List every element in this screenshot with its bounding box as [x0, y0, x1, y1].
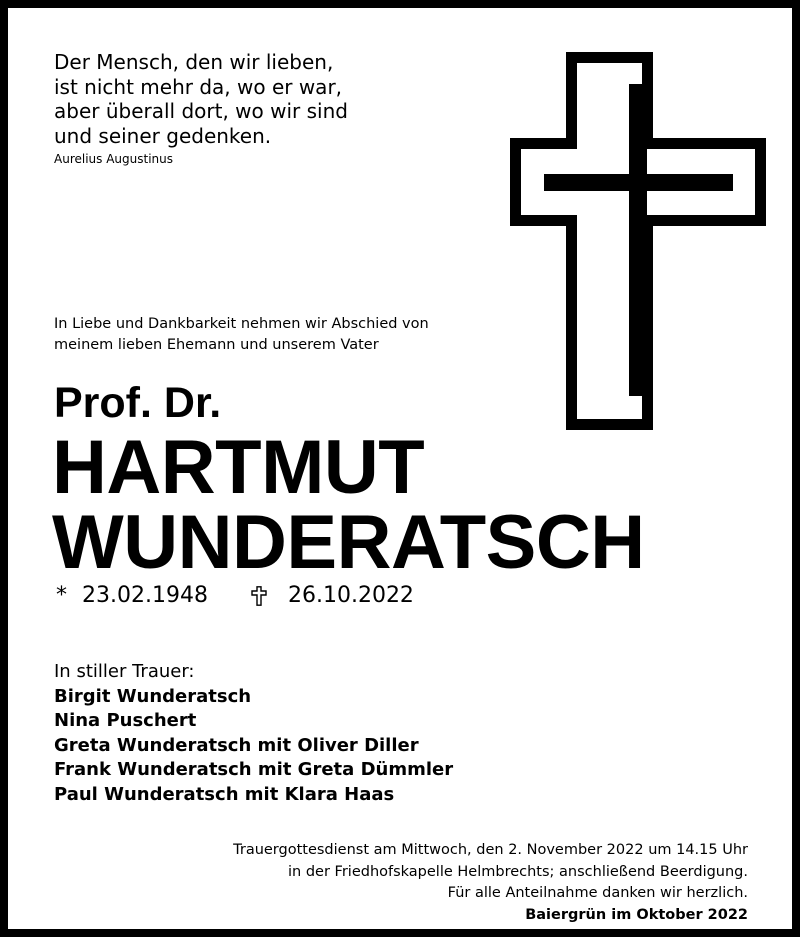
- mourner-name: Birgit Wunderatsch: [54, 685, 252, 707]
- quote-line: ist nicht mehr da, wo er war,: [54, 74, 343, 99]
- quote-line: aber überall dort, wo wir sind: [54, 99, 348, 123]
- mourner-name: Greta Wunderatsch mit Oliver Diller: [54, 734, 419, 756]
- death-date: 26.10.2022: [287, 583, 414, 608]
- intro-line: In Liebe und Dankbarkeit nehmen wir Abschied von: [54, 316, 429, 332]
- mourner-name: Frank Wunderatsch mit Greta Dümmler: [54, 759, 454, 780]
- service-line: Für alle Anteilnahme danken wir herzlich.: [447, 885, 748, 901]
- mourner-name: Nina Puschert: [54, 710, 197, 731]
- life-dates: [56, 582, 414, 610]
- quote-line: Der Mensch, den wir lieben,: [54, 50, 334, 74]
- service-line: Trauergottesdienst am Mittwoch, den 2. November 2022 um 14.15 Uhr: [233, 842, 748, 858]
- mourner-name: Paul Wunderatsch mit Klara Haas: [54, 783, 395, 805]
- birth-date: 23.02.1948: [82, 583, 208, 608]
- first-name: HARTMUT: [52, 425, 425, 510]
- service-line: in der Friedhofskapelle Helmbrechts; anschließend Beerdigung.: [288, 863, 748, 880]
- cross-icon: [510, 52, 766, 430]
- birth-symbol: *: [56, 583, 67, 608]
- memorial-quote: [54, 50, 348, 148]
- quote-line: und seiner gedenken.: [54, 123, 272, 148]
- mourners-list: [54, 660, 453, 807]
- mourners-heading: In stiller Trauer:: [54, 661, 195, 682]
- death-cross-icon: [251, 586, 267, 606]
- farewell-intro: [54, 314, 429, 356]
- place-date-signature: Baiergrün im Oktober 2022: [525, 906, 748, 923]
- academic-title: Prof. Dr.: [54, 379, 222, 427]
- quote-author: Aurelius Augustinus: [54, 152, 173, 166]
- last-name: WUNDERATSCH: [52, 500, 645, 585]
- funeral-service-info: [233, 840, 748, 926]
- intro-line: meinem lieben Ehemann und unserem Vater: [54, 337, 379, 353]
